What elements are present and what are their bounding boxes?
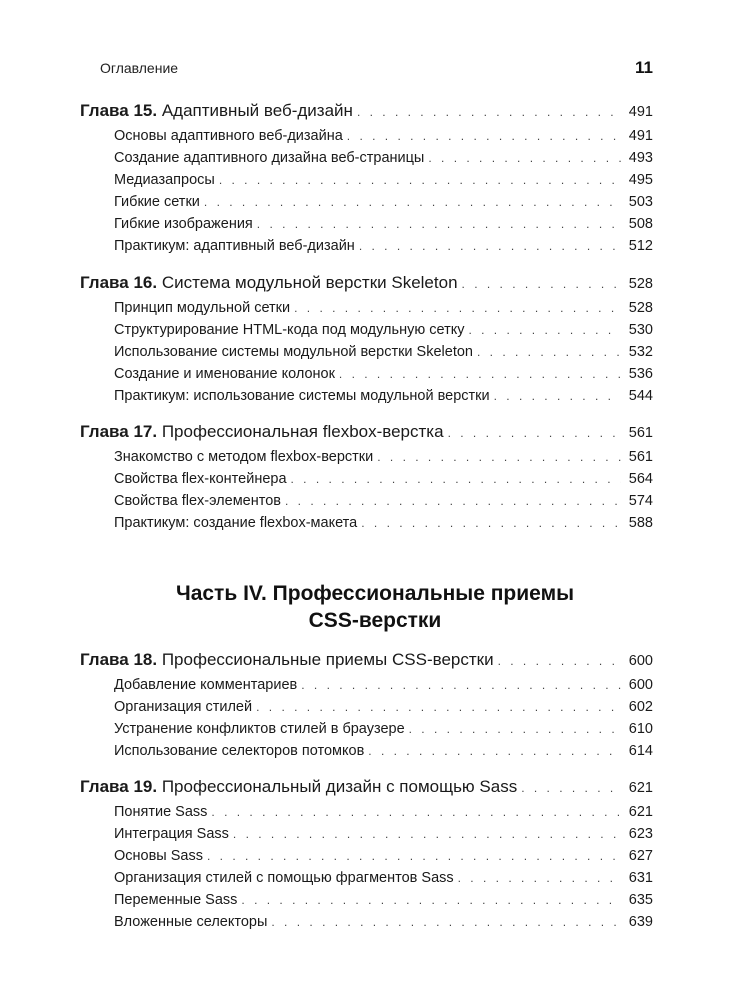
chapter-page: 561: [628, 425, 653, 441]
section-page: 635: [628, 892, 653, 908]
dot-leader: [233, 827, 621, 841]
section-title: Гибкие изображения: [114, 216, 253, 232]
dot-leader: [368, 744, 621, 758]
section-title: Использование системы модульной верстки Skeleton: [114, 344, 473, 360]
section-title: Свойства flex-элементов: [114, 493, 281, 509]
toc-chapter-entry: [80, 273, 653, 293]
toc-chapter-entry: [80, 101, 653, 121]
chapter-page: 491: [628, 104, 653, 120]
dot-leader: [291, 472, 621, 486]
dot-leader: [448, 426, 621, 440]
running-head: [100, 58, 653, 78]
dot-leader: [428, 151, 621, 165]
toc-section-entry: [114, 892, 653, 908]
section-page: 564: [628, 471, 653, 487]
section-page: 600: [628, 677, 653, 693]
section-title: Понятие Sass: [114, 804, 208, 820]
section-title: Организация стилей: [114, 699, 253, 715]
dot-leader: [204, 195, 621, 209]
section-title: Организация стилей с помощью фрагментов Sass: [114, 870, 454, 886]
chapter-title: Профессиональная flexbox-верстка: [161, 422, 444, 441]
section-title: Основы адаптивного веб-дизайна: [114, 128, 343, 144]
section-title: Структурирование HTML-кода под модульную сетку: [114, 322, 465, 338]
dot-leader: [494, 389, 621, 403]
section-title: Основы Sass: [114, 848, 203, 864]
toc-section-entry: [114, 344, 653, 360]
section-title: Практикум: использование системы модульной верстки: [114, 388, 490, 404]
section-page: 602: [628, 699, 653, 715]
section-page: 639: [628, 914, 653, 930]
dot-leader: [219, 173, 621, 187]
part-heading: [0, 580, 750, 634]
toc-section-entry: [114, 493, 653, 509]
chapter-page: 528: [628, 276, 653, 292]
toc-section-entry: [114, 366, 653, 382]
dot-leader: [458, 871, 621, 885]
dot-leader: [271, 915, 621, 929]
toc-section-entry: [114, 216, 653, 232]
section-page: 536: [628, 366, 653, 382]
section-page: 610: [628, 721, 653, 737]
dot-leader: [294, 301, 621, 315]
dot-leader: [468, 323, 621, 337]
chapter-title: Профессиональный дизайн с помощью Sass: [161, 777, 518, 796]
dot-leader: [462, 277, 621, 291]
section-title: Медиазапросы: [114, 172, 215, 188]
toc-section-entry: [114, 128, 653, 144]
section-title: Практикум: адаптивный веб-дизайн: [114, 238, 355, 254]
running-head-title: Оглавление: [100, 60, 179, 76]
section-title: Добавление комментариев: [114, 677, 298, 693]
part-heading-line-1: Часть IV. Профессиональные приемы: [175, 582, 575, 605]
toc-section-entry: [114, 870, 653, 886]
section-title: Устранение конфликтов стилей в браузере: [114, 721, 405, 737]
toc-section-entry: [114, 172, 653, 188]
toc-section-entry: [114, 721, 653, 737]
dot-leader: [361, 516, 621, 530]
section-page: 588: [628, 515, 653, 531]
dot-leader: [521, 781, 621, 795]
section-title: Создание и именование колонок: [114, 366, 335, 382]
section-title: Переменные Sass: [114, 892, 238, 908]
section-title: Принцип модульной сетки: [114, 300, 291, 316]
dot-leader: [257, 217, 621, 231]
section-title: Знакомство с методом flexbox-верстки: [114, 449, 374, 465]
page-number: 11: [635, 58, 653, 77]
toc-section-entry: [114, 388, 653, 404]
section-page: 614: [628, 743, 653, 759]
toc-section-entry: [114, 677, 653, 693]
dot-leader: [211, 805, 621, 819]
chapter-title: Система модульной верстки Skeleton: [161, 273, 458, 292]
toc-section-entry: [114, 848, 653, 864]
section-page: 508: [628, 216, 653, 232]
section-page: 574: [628, 493, 653, 509]
dot-leader: [256, 700, 621, 714]
toc-section-entry: [114, 804, 653, 820]
toc-chapter-entry: [80, 777, 653, 797]
toc-section-entry: [114, 699, 653, 715]
toc-section-entry: [114, 449, 653, 465]
section-page: 532: [628, 344, 653, 360]
dot-leader: [357, 105, 621, 119]
dot-leader: [207, 849, 621, 863]
toc-section-entry: [114, 914, 653, 930]
section-page: 621: [628, 804, 653, 820]
part-heading-line-2: CSS-верстки: [308, 609, 442, 632]
dot-leader: [359, 239, 621, 253]
chapter-label: Глава 15.: [80, 101, 158, 120]
section-page: 561: [628, 449, 653, 465]
toc-section-entry: [114, 471, 653, 487]
section-title: Гибкие сетки: [114, 194, 200, 210]
section-page: 528: [628, 300, 653, 316]
section-page: 623: [628, 826, 653, 842]
dot-leader: [409, 722, 621, 736]
dot-leader: [498, 654, 621, 668]
chapter-title: Адаптивный веб-дизайн: [161, 101, 353, 120]
toc-section-entry: [114, 238, 653, 254]
toc-section-entry: [114, 150, 653, 166]
toc-section-entry: [114, 194, 653, 210]
section-page: 530: [628, 322, 653, 338]
toc-chapter-entry: [80, 422, 653, 442]
section-title: Интеграция Sass: [114, 826, 229, 842]
toc-section-entry: [114, 743, 653, 759]
toc-section-entry: [114, 322, 653, 338]
dot-leader: [347, 129, 621, 143]
chapter-label: Глава 18.: [80, 650, 158, 669]
section-page: 495: [628, 172, 653, 188]
dot-leader: [285, 494, 621, 508]
chapter-page: 600: [628, 653, 653, 669]
section-page: 544: [628, 388, 653, 404]
section-title: Создание адаптивного дизайна веб-страницы: [114, 150, 425, 166]
section-page: 512: [628, 238, 653, 254]
dot-leader: [241, 893, 621, 907]
chapter-label: Глава 17.: [80, 422, 158, 441]
section-page: 503: [628, 194, 653, 210]
section-title: Практикум: создание flexbox-макета: [114, 515, 358, 531]
dot-leader: [477, 345, 621, 359]
toc-section-entry: [114, 515, 653, 531]
section-title: Вложенные селекторы: [114, 914, 268, 930]
chapter-title: Профессиональные приемы CSS-верстки: [161, 650, 494, 669]
section-page: 627: [628, 848, 653, 864]
dot-leader: [339, 367, 621, 381]
chapter-label: Глава 19.: [80, 777, 158, 796]
toc-section-entry: [114, 826, 653, 842]
toc-section-entry: [114, 300, 653, 316]
toc-chapter-entry: [80, 650, 653, 670]
dot-leader: [301, 678, 621, 692]
dot-leader: [377, 450, 621, 464]
chapter-label: Глава 16.: [80, 273, 158, 292]
chapter-page: 621: [628, 780, 653, 796]
section-page: 493: [628, 150, 653, 166]
section-title: Свойства flex-контейнера: [114, 471, 287, 487]
section-page: 491: [628, 128, 653, 144]
section-page: 631: [628, 870, 653, 886]
section-title: Использование селекторов потомков: [114, 743, 365, 759]
